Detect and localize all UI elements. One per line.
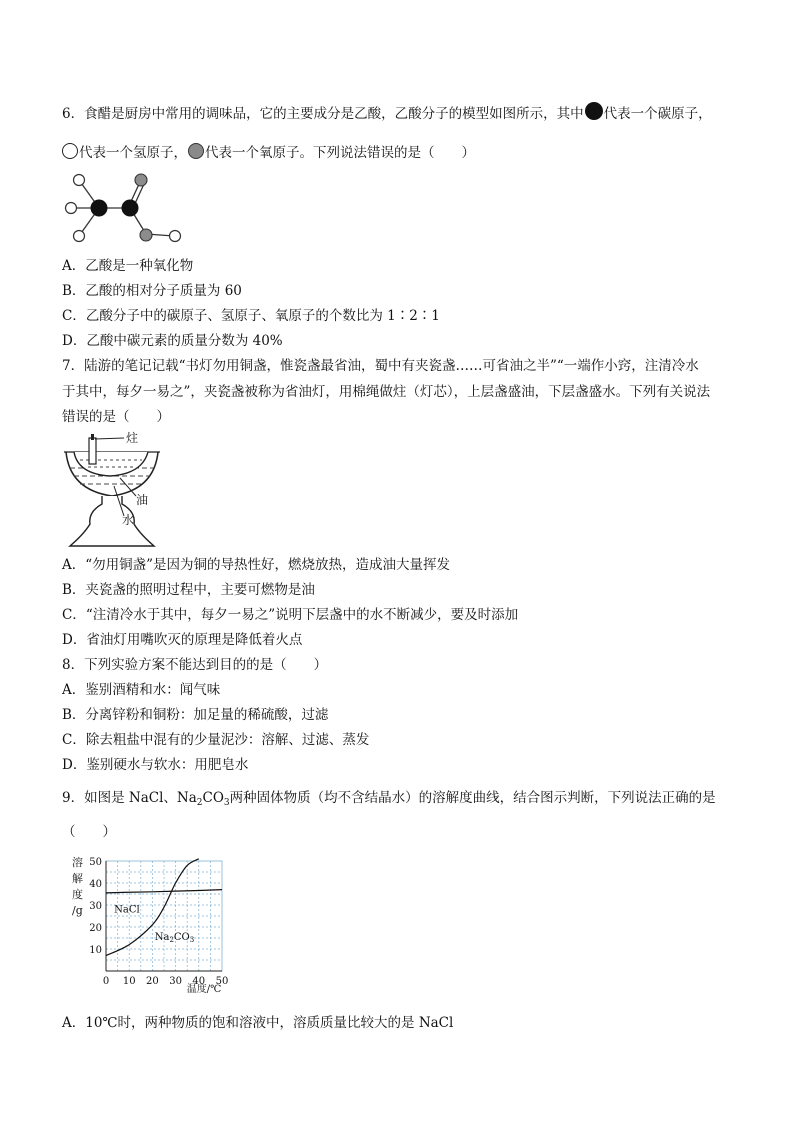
x-tick-label: 20 — [146, 976, 159, 987]
x-tick-label: 30 — [169, 976, 182, 987]
y-tick-label: 20 — [89, 923, 102, 934]
hydrogen-atom — [66, 203, 77, 214]
q6-option-a: A．乙酸是一种氧化物 — [62, 258, 194, 274]
x-axis-label: 温度/℃ — [186, 984, 222, 995]
q6-option-b: B．乙酸的相对分子质量为 60 — [62, 283, 242, 299]
hydrogen-atom-icon — [62, 143, 78, 159]
q6-option-c: C．乙酸分子中的碳原子、氢原子、氧原子的个数比为 1∶2∶1 — [62, 308, 440, 324]
q9-stem — [62, 789, 716, 812]
q7-option-d: D．省油灯用嘴吹灭的原理是降低着火点 — [62, 632, 303, 648]
q9-stem-sub2: 3 — [223, 798, 230, 808]
x-tick-label: 10 — [122, 976, 136, 987]
acetic-acid-molecule-figure — [62, 170, 192, 246]
q6-stem-text-d: 代表一个氧原子。下列说法错误的是（ ） — [205, 145, 475, 161]
q7-option-b: B．夹瓷盏的照明过程中，主要可燃物是油 — [62, 582, 315, 598]
y-tick-label: 50 — [89, 857, 102, 868]
series-label-na2co3: $Na_2CO_3$ — [154, 932, 195, 945]
y-axis-label: /g — [72, 904, 83, 917]
hydrogen-atom — [74, 231, 85, 242]
q7-stem-line2: 于其中，每夕一易之”，夹瓷盏被称为省油灯，用棉绳做炷（灯芯），上层盏盛油，下层盏盛水。下列有关说法 — [62, 384, 711, 400]
q7-option-c: C．“注清冷水于其中，每夕一易之”说明下层盏中的水不断减少，要及时添加 — [62, 607, 519, 623]
y-tick-label: 30 — [89, 901, 102, 912]
carbon-atom-icon — [585, 102, 603, 120]
q9-option-a: A．10℃时，两种物质的饱和溶液中，溶质质量比较大的是 NaCl — [62, 1015, 454, 1031]
q7-option-a: A．“勿用铜盏”是因为铜的导热性好，燃烧放热，造成油大量挥发 — [62, 557, 451, 573]
q8-option-a: A．鉴别酒精和水：闻气味 — [62, 682, 221, 698]
x-tick-label: 40 — [192, 976, 206, 987]
q8-option-d: D．鉴别硬水与软水：用肥皂水 — [62, 757, 249, 773]
oxygen-atom — [140, 229, 152, 241]
carbon-atom — [91, 200, 108, 217]
y-tick-label: 40 — [89, 879, 102, 890]
q6-stem-text-a: 6．食醋是厨房中常用的调味品，它的主要成分是乙酸，乙酸分子的模型如图所示，其中 — [62, 106, 584, 122]
oxygen-atom — [135, 174, 147, 186]
x-tick-label: 0 — [102, 976, 110, 987]
q7-stem-line1: 7．陆游的笔记记载“书灯勿用铜盏，惟瓷盏最省油，蜀中有夹瓷盏……可省油之半”“一端作小窍，注清冷水 — [62, 358, 699, 374]
q6-stem-text-c: 代表一个氢原子， — [79, 145, 187, 161]
q9-stem-paren: （ ） — [62, 824, 116, 840]
y-axis-label: 解 — [72, 872, 83, 885]
q6-stem-text-b: 代表一个碳原子， — [603, 106, 712, 122]
oxygen-atom-icon — [188, 143, 204, 159]
q8-option-b: B．分离锌粉和铜粉：加足量的稀硫酸，过滤 — [62, 707, 329, 723]
oil-label: 油 — [136, 493, 149, 507]
hydrogen-atom — [170, 231, 181, 242]
q6-option-d: D．乙酸中碳元素的质量分数为 40% — [62, 333, 283, 349]
q6-stem-line1 — [62, 102, 712, 123]
q9-stem-text-c: 两种固体物质（均不含结晶水）的溶解度曲线，结合图示判断，下列说法正确的是 — [229, 790, 716, 806]
q9-stem-text-b: CO — [202, 790, 224, 806]
y-axis-label: 溶 — [72, 856, 83, 869]
oil-lamp-figure — [62, 430, 162, 550]
wick-label: 炷 — [126, 431, 139, 445]
q7-stem-line3: 错误的是（ ） — [62, 409, 170, 425]
series-label-nacl: NaCl — [114, 904, 140, 916]
q9-stem-sub1: 2 — [196, 798, 203, 808]
hydrogen-atom — [74, 175, 85, 186]
solubility-chart — [62, 850, 242, 1000]
y-tick-label: 10 — [89, 945, 102, 956]
q6-stem-line2 — [62, 143, 475, 162]
carbon-atom — [122, 200, 139, 217]
water-label: 水 — [122, 513, 135, 527]
q8-stem: 8．下列实验方案不能达到目的的是（ ） — [62, 657, 328, 673]
q8-option-c: C．除去粗盐中混有的少量泥沙：溶解、过滤、蒸发 — [62, 732, 370, 748]
y-axis-label: 度 — [72, 888, 83, 901]
x-tick-label: 50 — [215, 976, 229, 987]
q9-stem-text-a: 9．如图是 NaCl、Na — [62, 790, 197, 806]
